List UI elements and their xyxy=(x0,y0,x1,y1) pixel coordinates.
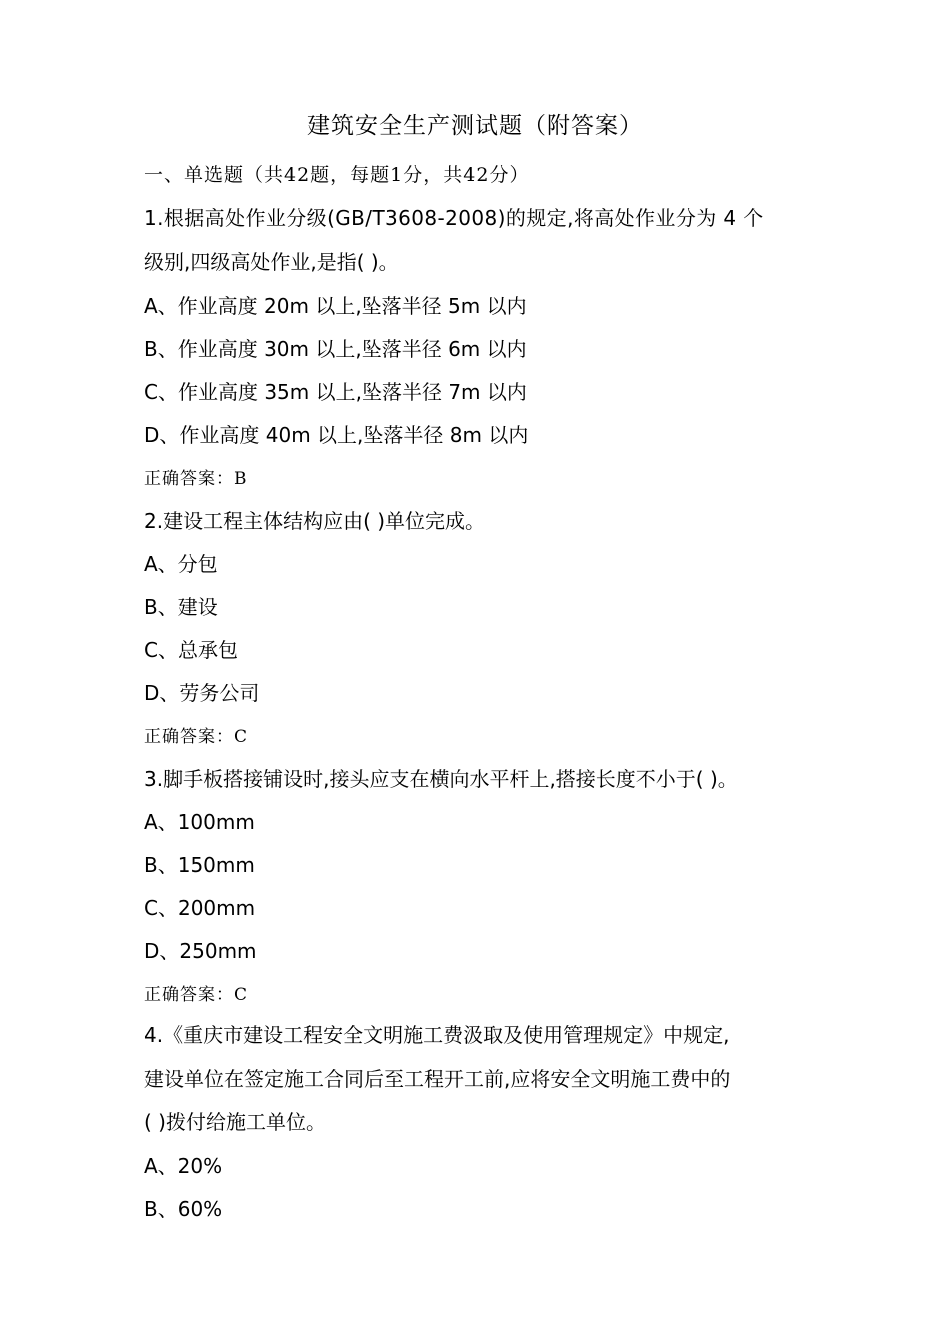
question-text-line: 1.根据高处作业分级(GB/T3608-2008)的规定,将高处作业分为 4 个 xyxy=(144,206,764,230)
correct-answer: 正确答案：B xyxy=(144,469,248,489)
option-b: B、150mm xyxy=(144,853,255,877)
correct-answer: 正确答案：C xyxy=(144,727,249,747)
question-text-line: ( )拨付给施工单位。 xyxy=(144,1110,326,1134)
option-b: B、60% xyxy=(144,1197,223,1221)
question-text-line: 级别,四级高处作业,是指( )。 xyxy=(144,250,399,274)
option-d: D、250mm xyxy=(144,939,257,963)
section-heading: 一、单选题（共42题，每题1分，共42分） xyxy=(144,164,530,186)
option-a: A、100mm xyxy=(144,810,255,834)
option-d: D、作业高度 40m 以上,坠落半径 8m 以内 xyxy=(144,423,529,447)
question-text-line: 2.建设工程主体结构应由( )单位完成。 xyxy=(144,509,486,533)
option-c: C、作业高度 35m 以上,坠落半径 7m 以内 xyxy=(144,380,527,404)
question-text-line: 4.《重庆市建设工程安全文明施工费汲取及使用管理规定》中规定, xyxy=(144,1023,730,1047)
question-text-line: 建设单位在签定施工合同后至工程开工前,应将安全文明施工费中的 xyxy=(144,1067,731,1091)
option-b: B、作业高度 30m 以上,坠落半径 6m 以内 xyxy=(144,337,527,361)
option-d: D、劳务公司 xyxy=(144,681,260,705)
document-title: 建筑安全生产测试题（附答案） xyxy=(307,113,643,139)
option-a: A、作业高度 20m 以上,坠落半径 5m 以内 xyxy=(144,294,527,318)
option-b: B、建设 xyxy=(144,595,218,619)
option-a: A、20% xyxy=(144,1154,223,1178)
option-a: A、分包 xyxy=(144,552,218,576)
option-c: C、200mm xyxy=(144,896,256,920)
question-text-line: 3.脚手板搭接铺设时,接头应支在横向水平杆上,搭接长度不小于( )。 xyxy=(144,767,738,791)
correct-answer: 正确答案：C xyxy=(144,985,249,1005)
option-c: C、总承包 xyxy=(144,638,238,662)
